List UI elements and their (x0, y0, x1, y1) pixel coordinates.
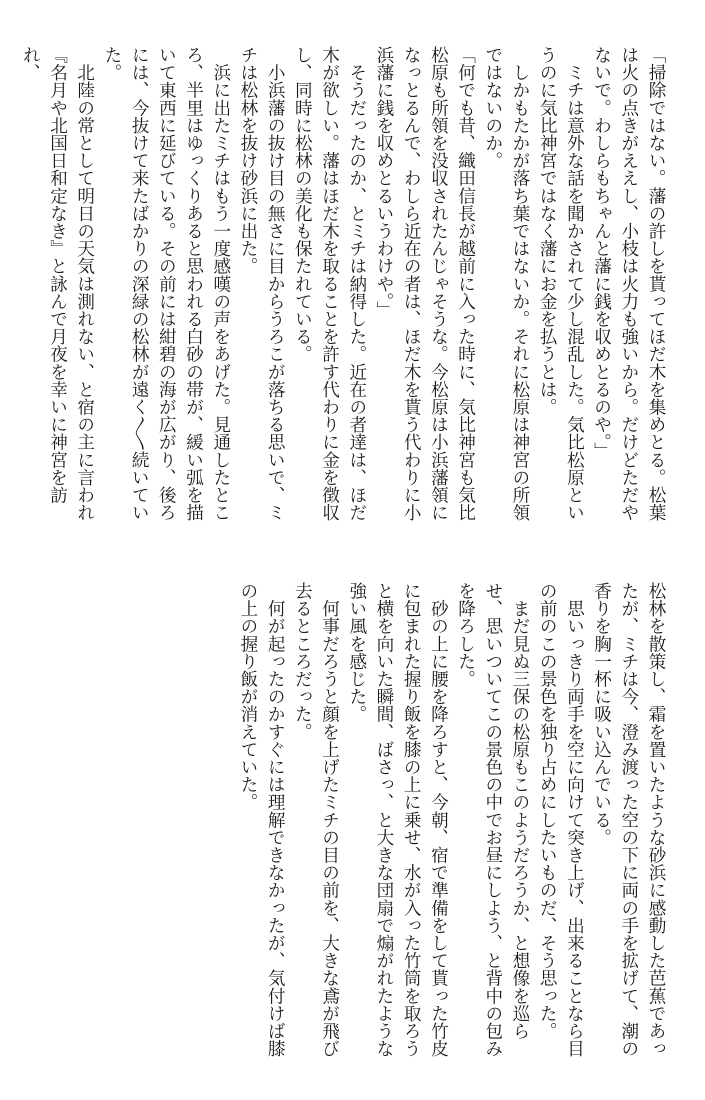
paragraph: 小浜藩の抜け目の無さに目からうろこが落ちる思いで、ミチは松林を抜け砂浜に出た。 (237, 46, 286, 522)
paragraph: 砂の上に腰を降ろすと、今朝、宿で準備をして貰った竹皮に包まれた握り飯を膝の上に乗せ、水が入った竹筒を取ろうと横を向いた瞬間、ばさっ、と大きな団扇で煽がれたような強い風を感じた。 (346, 582, 449, 1058)
paragraph: 北陸の常として明日の天気は測れない、と宿の主に言われ『名月や北国日和定なき』と詠んで月夜を幸いに神宮を訪れ、 (20, 46, 95, 522)
paragraph: ミチは意外な話を聞かされて少し混乱した。気比松原というのに気比神宮ではなく藩にお金を払うとは。 (537, 46, 585, 522)
lower-text-block (199, 582, 669, 1060)
paragraph: しかもたかが落ち葉ではないか。それに松原は神宮の所領ではないのか。 (482, 46, 530, 522)
paragraph: 浜に出たミチはもう一度感嘆の声をあげた。見通したところ、半里はゆっくりあると思われる白砂の帯が、緩い弧を描いて東西に延びている。その前には紺碧の海が広がり、後ろには、今抜けて来たばかりの深緑の松林が遠く〳〵続いていた。 (101, 46, 231, 522)
paragraph: 何が起ったのかすぐには理解できなかったが、気付けば膝の上の握り飯が消えていた。 (237, 582, 286, 1058)
paragraph: 「何でも昔、織田信長が越前に入った時に、気比神宮も気比松原も所領を没収されたんじゃそうな。今松原は小浜藩領になっとるんで、わしら近在の者は、ほだ木を貰う代わりに小浜藩に銭を収めとるいうわけや。」 (373, 46, 476, 522)
paragraph: 「掃除ではない。藩の許しを貰ってほだ木を集めとる。松葉は火の点きがええし、小枝は火力も強いから。だけどただやないで。わしらもちゃんと藩に銭を収めとるのや。」 (591, 46, 666, 522)
paragraph: まだ見ぬ三保の松原もこのようだろうか、と想像を巡らせ、思いついてこの景色の中でお昼にしよう、と背中の包みを降ろした。 (455, 582, 530, 1058)
upper-text-block (20, 46, 669, 524)
paragraph: 何事だろうと顔を上げたミチの目の前を、大きな鳶が飛び去るところだった。 (292, 582, 340, 1058)
paragraph: 松林を散策し、霜を置いたような砂浜に感動した芭蕉であったが、ミチは今、澄み渡った空の下に両の手を拡げて、潮の香りを胸一杯に吸い込んでいる。 (591, 582, 666, 1058)
paragraph: 思いっきり両手を空に向けて突き上げ、出来ることなら目の前のこの景色を独り占めにしたいものだ、そう思った。 (537, 582, 585, 1058)
paragraph: そうだったのか、とミチは納得した。近在の者達は、ほだ木が欲しい。藩はほだ木を取ることを許す代わりに金を徴収し、同時に松林の美化も保たれている。 (292, 46, 367, 522)
